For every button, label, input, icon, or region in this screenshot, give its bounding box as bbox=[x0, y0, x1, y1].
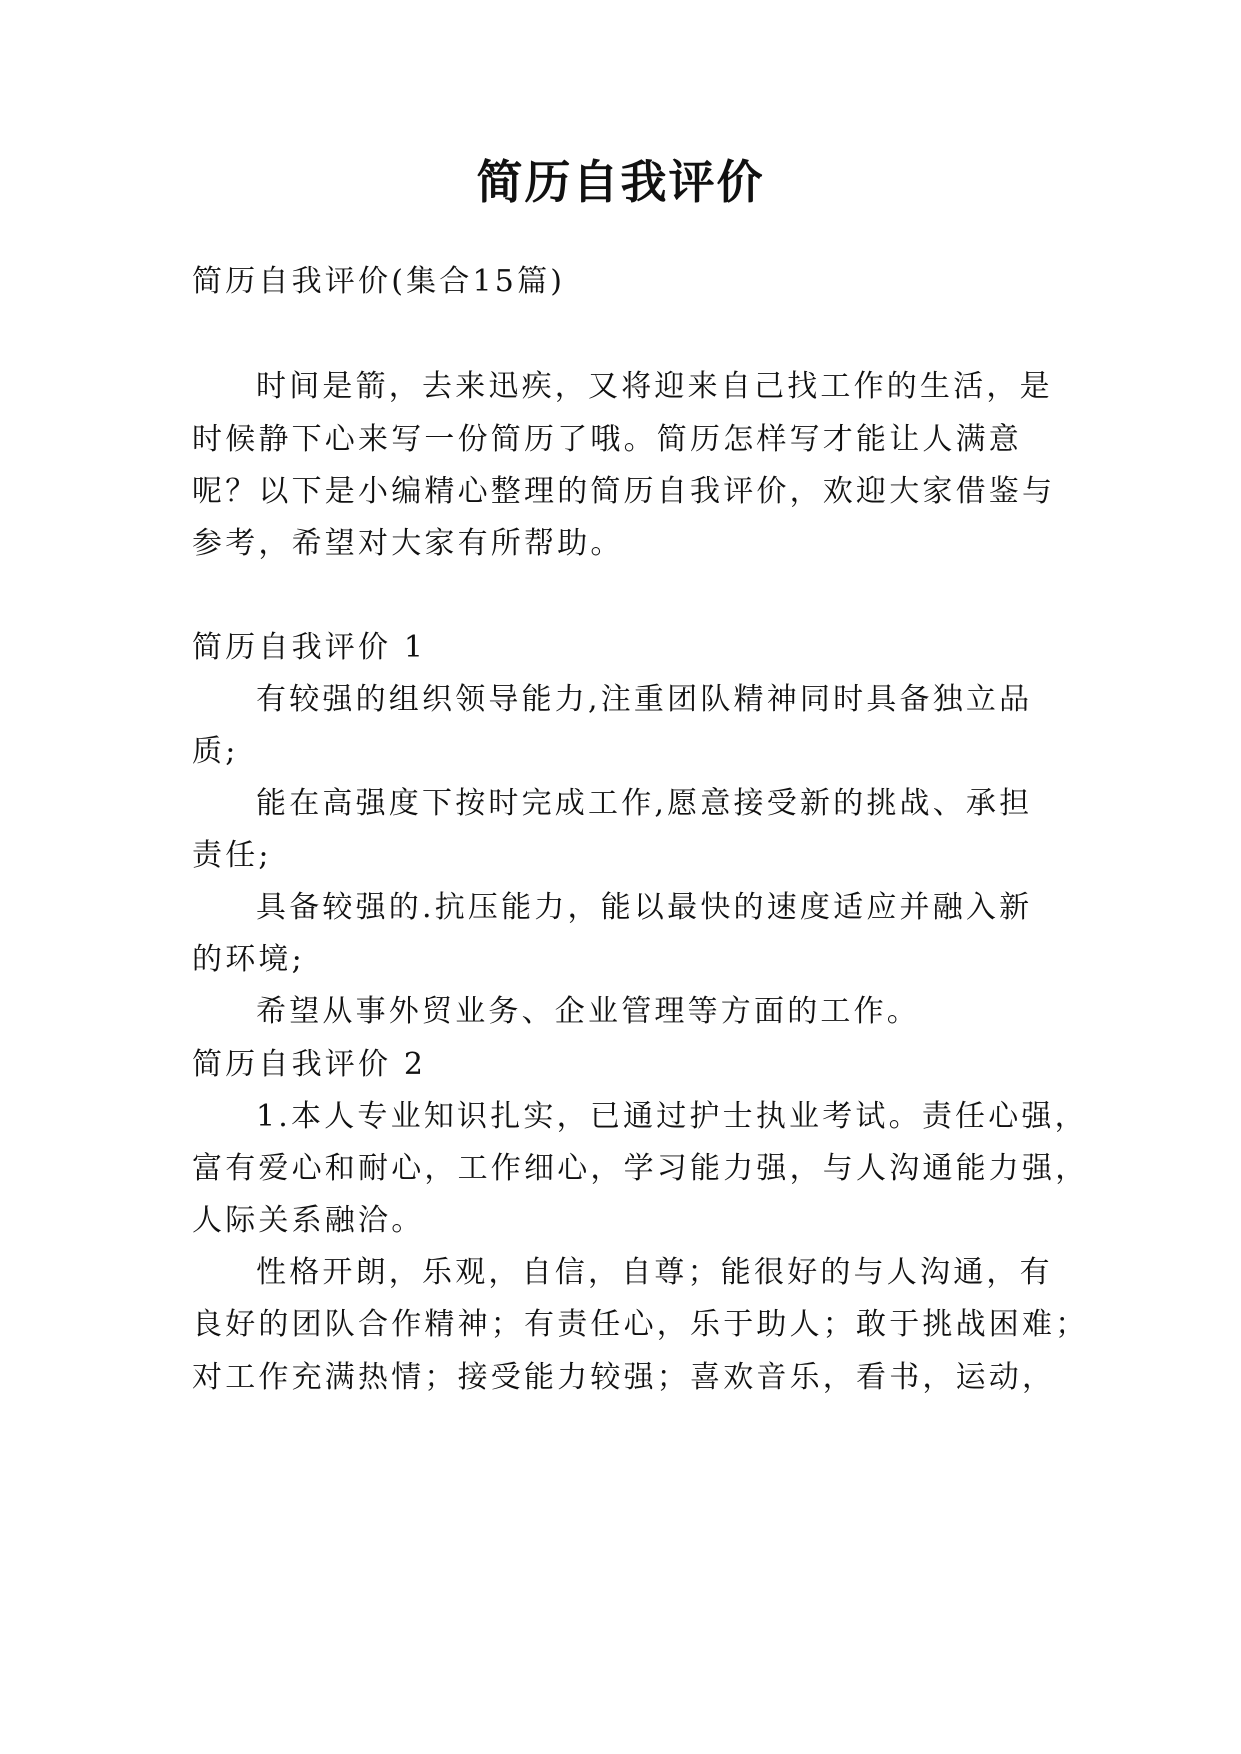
intro-line: 呢？以下是小编精心整理的简历自我评价，欢迎大家借鉴与 bbox=[192, 474, 1056, 509]
section-heading-2: 简历自我评价 2 bbox=[192, 1047, 427, 1082]
section1-line: 希望从事外贸业务、企业管理等方面的工作。 bbox=[256, 994, 920, 1029]
section1-line: 质; bbox=[192, 734, 239, 769]
section2-line: 对工作充满热情；接受能力较强；喜欢音乐，看书，运动， bbox=[192, 1360, 1056, 1395]
intro-line: 时间是箭，去来迅疾，又将迎来自己找工作的生活，是 bbox=[256, 369, 1053, 404]
section-heading-1: 简历自我评价 1 bbox=[192, 630, 427, 665]
intro-line: 参考，希望对大家有所帮助。 bbox=[192, 526, 624, 561]
document-subtitle: 简历自我评价(集合15篇) bbox=[192, 264, 566, 299]
section1-line: 的环境; bbox=[192, 942, 305, 977]
section1-line: 有较强的组织领导能力,注重团队精神同时具备独立品 bbox=[256, 682, 1033, 717]
section2-line: 富有爱心和耐心，工作细心，学习能力强，与人沟通能力强， bbox=[192, 1151, 1089, 1186]
section1-line: 责任; bbox=[192, 838, 272, 873]
section1-line: 具备较强的.抗压能力，能以最快的速度适应并融入新 bbox=[256, 890, 1033, 925]
section2-line: 1.本人专业知识扎实，已通过护士执业考试。责任心强， bbox=[256, 1099, 1088, 1134]
section2-line: 性格开朗，乐观，自信，自尊；能很好的与人沟通，有 bbox=[256, 1255, 1053, 1290]
section2-line: 人际关系融洽。 bbox=[192, 1203, 425, 1238]
section2-line: 良好的团队合作精神；有责任心，乐于助人；敢于挑战困难； bbox=[192, 1307, 1089, 1342]
intro-line: 时候静下心来写一份简历了哦。简历怎样写才能让人满意 bbox=[192, 422, 1022, 457]
section1-line: 能在高强度下按时完成工作,愿意接受新的挑战、承担 bbox=[256, 786, 1033, 821]
document-title: 简历自我评价 bbox=[476, 155, 765, 209]
